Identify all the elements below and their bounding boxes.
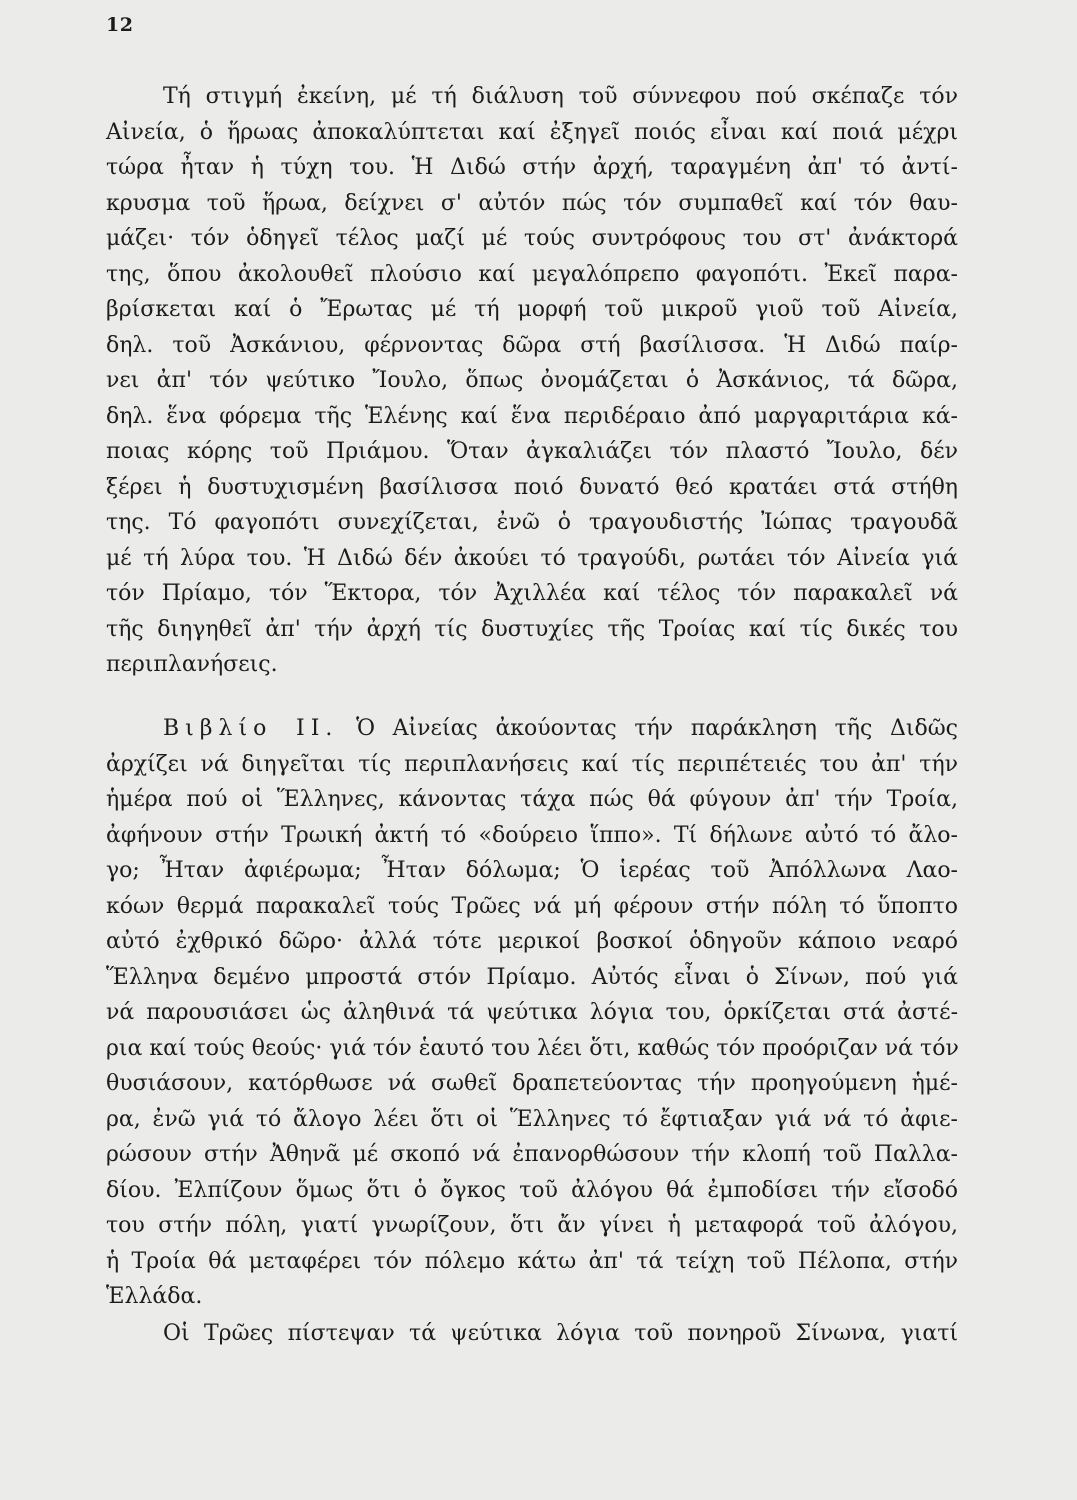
- text-line: περιπλανήσεις.: [106, 652, 278, 677]
- text-line: ἀφήνουν στήν Τρωική ἀκτή τό «δούρειο ἵππο». Τί δήλωνε αὐτό τό ἄλο-: [106, 822, 958, 848]
- paragraph-1: [106, 79, 958, 683]
- text-line: Ἑλλάδα.: [106, 1284, 203, 1309]
- text-line: του στήν πόλη, γιατί γνωρίζουν, ὅτι ἄν γίνει ἡ μεταφορά τοῦ ἀλόγου,: [106, 1213, 958, 1238]
- text-line: ρα, ἐνῶ γιά τό ἄλογο λέει ὅτι οἱ Ἕλληνες τό ἔφτιαξαν γιά νά τό ἀφιε-: [106, 1106, 958, 1132]
- text-line: της. Τό φαγοπότι συνεχίζεται, ἐνῶ ὁ τραγουδιστής Ἰώπας τραγουδᾶ: [106, 510, 958, 535]
- text-line: ξέρει ἡ δυστυχισμένη βασίλισσα ποιό δυνατό θεό κρατάει στά στήθη: [106, 474, 958, 500]
- text-line: ρώσουν στήν Ἀθηνᾶ μέ σκοπό νά ἐπανορθώσουν τήν κλοπή τοῦ Παλλα-: [106, 1142, 958, 1167]
- text-line: ἀρχίζει νά διηγεῖται τίς περιπλανήσεις καί τίς περιπέτειές του ἀπ' τήν: [106, 751, 958, 777]
- text-line: αὐτό ἐχθρικό δῶρο· ἀλλά τότε μερικοί βοσκοί ὁδηγοῦν κάποιο νεαρό: [106, 929, 958, 954]
- text-line-rest: Ὁ Αἰνείας ἀκούοντας τήν παράκληση τῆς Διδῶς: [356, 716, 958, 741]
- text-line: νά παρουσιάσει ὡς ἀληθινά τά ψεύτικα λόγια του, ὁρκίζεται στά ἀστέ-: [106, 1000, 958, 1025]
- text-line: τόν Πρίαμο, τόν Ἕκτορα, τόν Ἀχιλλέα καί τέλος τόν παρακαλεῖ νά: [106, 581, 958, 606]
- paragraph-3: [106, 1316, 958, 1352]
- paragraph-2: [106, 711, 958, 1315]
- text-line: νει ἀπ' τόν ψεύτικο Ἴουλο, ὅπως ὀνομάζεται ὁ Ἀσκάνιος, τά δῶρα,: [106, 368, 958, 393]
- text-line: δίου. Ἐλπίζουν ὅμως ὅτι ὁ ὄγκος τοῦ ἀλόγου θά ἐμποδίσει τήν εἴσοδό: [106, 1177, 958, 1203]
- text-line: κρυσμα τοῦ ἥρωα, δείχνει σ' αὐτόν πώς τόν συμπαθεῖ καί τόν θαυ-: [106, 190, 958, 216]
- text-line: [106, 711, 958, 747]
- text-line: ρια καί τούς θεούς· γιά τόν ἑαυτό του λέει ὅτι, καθώς τόν προόριζαν νά τόν: [106, 1035, 959, 1061]
- text-line: Ἕλληνα δεμένο μπροστά στόν Πρίαμο. Αὐτός εἶναι ὁ Σίνων, πού γιά: [106, 964, 958, 990]
- text-line: Τή στιγμή ἐκείνη, μέ τή διάλυση τοῦ σύννεφου πού σκέπαζε τόν: [163, 84, 958, 109]
- text-line: ἡ Τροία θά μεταφέρει τόν πόλεμο κάτω ἀπ' τά τείχη τοῦ Πέλοπα, στήν: [106, 1248, 958, 1274]
- text-line: θυσιάσουν, κατόρθωσε νά σωθεῖ δραπετεύοντας τήν προηγούμενη ἡμέ-: [106, 1071, 958, 1096]
- text-line: Αἰνεία, ὁ ἥρωας ἀποκαλύπτεται καί ἐξηγεῖ ποιός εἶναι καί ποιά μέχρι: [106, 119, 958, 145]
- text-line: βρίσκεται καί ὁ Ἔρωτας μέ τή μορφή τοῦ μικροῦ γιοῦ τοῦ Αἰνεία,: [106, 297, 958, 322]
- text-line: γο; Ἦταν ἀφιέρωμα; Ἦταν δόλωμα; Ὁ ἱερέας τοῦ Ἀπόλλωνα Λαο-: [106, 858, 958, 883]
- text-line: της, ὅπου ἀκολουθεῖ πλούσιο καί μεγαλόπρεπο φαγοπότι. Ἐκεῖ παρα-: [106, 261, 958, 287]
- text-line: κόων θερμά παρακαλεῖ τούς Τρῶες νά μή φέρουν στήν πόλη τό ὕποπτο: [106, 893, 958, 919]
- text-line: ἡμέρα πού οἱ Ἕλληνες, κάνοντας τάχα πώς θά φύγουν ἀπ' τήν Τροία,: [106, 787, 958, 812]
- text-line: μέ τή λύρα του. Ἡ Διδώ δέν ἀκούει τό τραγούδι, ρωτάει τόν Αἰνεία γιά: [106, 545, 958, 571]
- text-line: Οἱ Τρῶες πίστεψαν τά ψεύτικα λόγια τοῦ πονηροῦ Σίνωνα, γιατί: [163, 1321, 958, 1346]
- book-heading: Βιβλίο ΙΙ.: [163, 716, 339, 741]
- text-line: τώρα ἦταν ἡ τύχη του. Ἡ Διδώ στήν ἀρχή, ταραγμένη ἀπ' τό ἀντί-: [106, 155, 958, 180]
- text-line: δηλ. ἕνα φόρεμα τῆς Ἑλένης καί ἕνα περιδέραιο ἀπό μαργαριτάρια κά-: [106, 403, 958, 429]
- text-line: τῆς διηγηθεῖ ἀπ' τήν ἀρχή τίς δυστυχίες τῆς Τροίας καί τίς δικές του: [106, 616, 958, 642]
- page-number: 12: [106, 14, 134, 36]
- text-line: δηλ. τοῦ Ἀσκάνιου, φέρνοντας δῶρα στή βασίλισσα. Ἡ Διδώ παίρ-: [106, 332, 958, 358]
- text-line: μάζει· τόν ὁδηγεῖ τέλος μαζί μέ τούς συντρόφους του στ' ἀνάκτορά: [106, 226, 958, 251]
- text-line: ποιας κόρης τοῦ Πριάμου. Ὅταν ἀγκαλιάζει τόν πλαστό Ἴουλο, δέν: [106, 439, 958, 464]
